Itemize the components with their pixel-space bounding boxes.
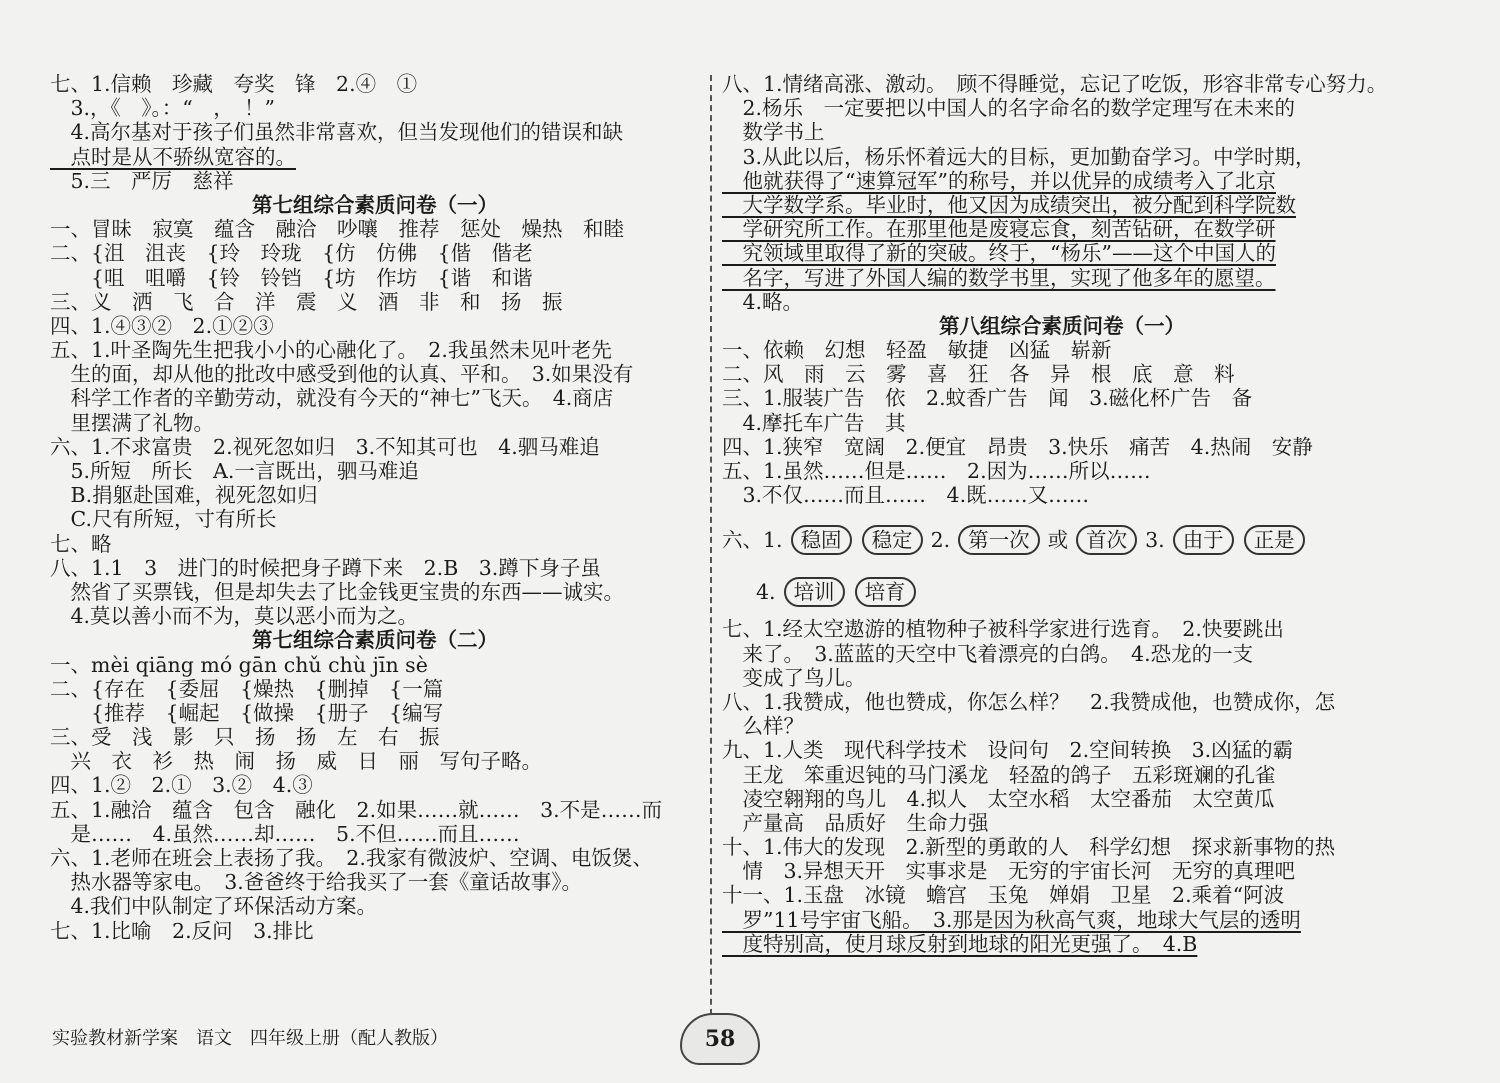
answer-line: 七、1.比喻 2.反问 3.排比 — [50, 918, 314, 943]
answer-line: 兴 衣 衫 热 闹 扬 威 日 丽 写句子略。 — [50, 749, 542, 774]
answer-line: 罗”11号宇宙飞船。 3.那是因为秋高气爽，地球大气层的透明 — [722, 907, 1301, 932]
answer-line: 三、受 浅 影 只 扬 扬 左 右 振 — [50, 725, 440, 750]
section-title: 第七组综合素质问卷（二） — [252, 628, 498, 653]
answer-line: 3.不仅……而且…… 4.既……又…… — [722, 483, 1090, 508]
answer-line: 情 3.异想天开 实事求是 无穷的宇宙长河 无穷的真理吧 — [722, 859, 1296, 884]
answer-line: 八、1.情绪高涨、激动。 顾不得睡觉，忘记了吃饭，形容非常专心努力。 — [722, 72, 1388, 96]
column-divider — [710, 75, 712, 1055]
word-bubble: 稳固 — [791, 525, 852, 555]
answer-line: 一、mèi qiāng mó gān chǔ chù jīn sè — [50, 652, 428, 677]
answer-line: 4.我们中队制定了环保活动方案。 — [50, 894, 378, 919]
answer-line: 5.三 严厉 慈祥 — [50, 168, 234, 193]
answer-line: 七、1.经太空遨游的植物种子被科学家进行选育。 2.快要跳出 — [722, 617, 1284, 642]
word-bubble: 稳定 — [862, 525, 923, 555]
word-bubble: 培训 — [784, 577, 845, 607]
answer-line: 来了。 3.蓝蓝的天空中飞着漂亮的白鸽。 4.恐龙的一支 — [722, 641, 1254, 666]
bubble-label: 4. — [756, 580, 776, 605]
answer-line: 么样？ — [722, 714, 804, 739]
answer-line: 八、1.我赞成，他也赞成，你怎么样？ 2.我赞成他，也赞成你，怎 — [722, 689, 1336, 714]
bubble-label: 六、1. — [722, 528, 783, 553]
answer-line: 3.，《 》。：“ ， ！” — [50, 96, 276, 121]
answer-line: 五、1.虽然……但是…… 2.因为……所以…… — [722, 459, 1151, 483]
answer-line: 凌空翱翔的鸟儿 4.拟人 太空水稻 太空番茄 太空黄瓜 — [722, 786, 1275, 811]
answer-line: 数学书上 — [722, 120, 825, 145]
answer-line: {咀 咀嚼 {铃 铃铛 {坊 作坊 {谐 和谐 — [50, 265, 533, 290]
answer-line: 点时是从不骄纵宽容的。 — [50, 144, 296, 169]
answer-line: 四、1.狭窄 宽阔 2.便宜 昂贵 3.快乐 痛苦 4.热闹 安静 — [722, 434, 1313, 459]
bubble-label: 2. — [930, 528, 951, 553]
answer-line: 十一、1.玉盘 冰镜 蟾宫 玉兔 婵娟 卫星 2.乘着“阿波 — [722, 883, 1285, 908]
section-title: 第八组综合素质问卷（一） — [939, 313, 1185, 338]
section-title: 第七组综合素质问卷（一） — [252, 192, 498, 217]
answer-line: C.尺有所短，寸有所长 — [50, 507, 277, 532]
answer-line: 热水器等家电。 3.爸爸终于给我买了一套《童话故事》。 — [50, 870, 583, 895]
answer-line: 他就获得了“速算冠军”的称号，并以优异的成绩考入了北京 — [722, 168, 1276, 193]
answer-line: 一、依赖 幻想 轻盈 敏捷 凶猛 崭新 — [722, 338, 1112, 363]
answer-line: 大学数学系。毕业时，他又因为成绩突出，被分配到科学院数 — [722, 192, 1296, 217]
bubble-answer-row — [722, 567, 1402, 617]
answer-line: 九、1.人类 现代科学技术 设问句 2.空间转换 3.凶猛的霸 — [722, 738, 1294, 763]
bubble-answer-row — [722, 513, 1402, 567]
bubble-label: 3. — [1145, 528, 1165, 553]
answer-line: 是…… 4.虽然……却…… 5.不但……而且…… — [50, 821, 520, 846]
answer-line: 4.高尔基对于孩子们虽然非常喜欢，但当发现他们的错误和缺 — [50, 120, 624, 145]
answer-line: 六、1.老师在班会上表扬了我。 2.我家有微波炉、空调、电饭煲、 — [50, 846, 653, 870]
answer-line: 4.莫以善小而不为，莫以恶小而为之。 — [50, 604, 419, 629]
answer-line: 七、1.信赖 珍藏 夸奖 锋 2.④ ① — [50, 72, 418, 96]
answer-line: 二、{存在 {委屈 {燥热 {删掉 {一篇 — [50, 676, 444, 701]
answer-line: 2.杨乐 一定要把以中国人的名字命名的数学定理写在未来的 — [722, 96, 1296, 121]
answer-line: 六、1.不求富贵 2.视死忽如归 3.不知其可也 4.驷马难追 — [50, 434, 600, 459]
book-footer: 实验教材新学案 语文 四年级上册（配人教版） — [52, 1028, 448, 1049]
answer-line: 度特别高，使月球反射到地球的阳光更强了。 4.B — [722, 931, 1198, 956]
answer-line: 七、略 — [50, 531, 112, 556]
answer-line: 科学工作者的辛勤劳动，就没有今天的“神七”飞天。 4.商店 — [50, 386, 614, 411]
word-bubble: 第一次 — [958, 525, 1040, 555]
word-bubble: 培育 — [855, 577, 916, 607]
answer-line: 产量高 品质好 生命力强 — [722, 810, 989, 835]
answer-line: B.捐躯赴国难，视死忽如归 — [50, 483, 318, 508]
answer-line: 五、1.融洽 蕴含 包含 融化 2.如果……就…… 3.不是……而 — [50, 797, 663, 822]
answer-line: 学研究所工作。在那里他是废寝忘食，刻苦钻研，在数学研 — [722, 217, 1276, 242]
page-number: 58 — [680, 1013, 760, 1065]
answer-line: 究领域里取得了新的突破。终于，“杨乐”——这个中国人的 — [722, 241, 1276, 266]
word-bubble: 首次 — [1076, 525, 1137, 555]
answer-line: 八、1.1 3 进门的时候把身子蹲下来 2.B 3.蹲下身子虽 — [50, 555, 601, 580]
answer-line: 变成了鸟儿。 — [722, 665, 866, 690]
word-bubble: 正是 — [1244, 525, 1305, 555]
answer-line: 名字，写进了外国人编的数学书里，实现了他多年的愿望。 — [722, 265, 1276, 290]
answer-line: 4.略。 — [722, 289, 804, 314]
answer-line: 生的面，却从他的批改中感受到他的认真、平和。 3.如果没有 — [50, 362, 634, 387]
answer-line: 十、1.伟大的发现 2.新型的勇敢的人 科学幻想 探求新事物的热 — [722, 835, 1336, 860]
answer-line: 5.所短 所长 A.一言既出，驷马难追 — [50, 459, 419, 483]
right-column — [722, 72, 1402, 956]
left-column — [50, 72, 700, 943]
answer-line: 一、冒昧 寂寞 蕴含 融洽 吵嚷 推荐 惩处 燥热 和睦 — [50, 217, 624, 242]
answer-line: 三、义 洒 飞 合 洋 震 义 酒 非 和 扬 振 — [50, 289, 563, 314]
answer-line: 王龙 笨重迟钝的马门溪龙 轻盈的鸽子 五彩斑斓的孔雀 — [722, 762, 1276, 787]
answer-line: 五、1.叶圣陶先生把我小小的心融化了。 2.我虽然未见叶老先 — [50, 338, 612, 363]
answer-line: 然省了买票钱，但是却失去了比金钱更宝贵的东西——诚实。 — [50, 579, 624, 604]
answer-line: {推荐 {崛起 {做操 {册子 {编写 — [50, 700, 444, 725]
answer-line: 里摆满了礼物。 — [50, 410, 214, 435]
answer-line: 四、1.④③② 2.①②③ — [50, 313, 274, 338]
answer-line: 二、风 雨 云 雾 喜 狂 各 异 根 底 意 料 — [722, 362, 1235, 387]
bubble-label: 或 — [1047, 528, 1069, 553]
answer-line: 三、1.服装广告 依 2.蚊香广告 闻 3.磁化杯广告 备 — [722, 386, 1253, 411]
word-bubble: 由于 — [1173, 525, 1234, 555]
answer-line: 二、{沮 沮丧 {玲 玲珑 {仿 仿佛 {偕 偕老 — [50, 241, 533, 266]
answer-line: 4.摩托车广告 其 — [722, 410, 906, 435]
answer-line: 四、1.② 2.① 3.② 4.③ — [50, 773, 313, 798]
answer-line: 3.从此以后，杨乐怀着远大的目标，更加勤奋学习。中学时期， — [722, 144, 1316, 169]
